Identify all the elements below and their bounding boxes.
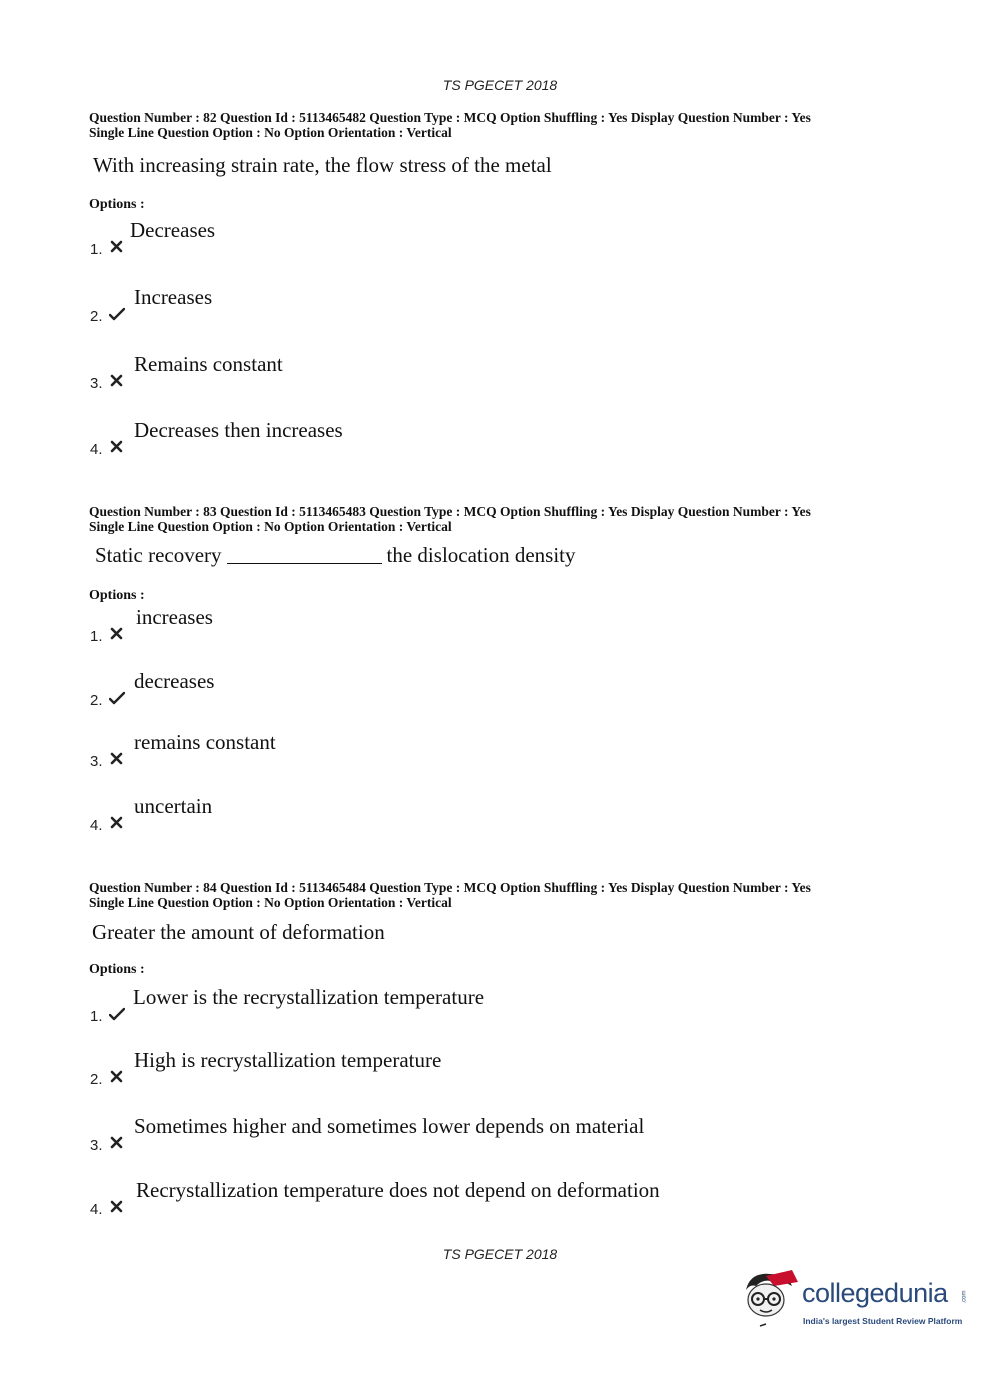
cross-icon: [109, 627, 125, 641]
logo-wordmark: collegedunia: [802, 1278, 948, 1308]
check-icon: [109, 691, 125, 705]
question-text: [95, 543, 576, 568]
option-number: 3.: [90, 1137, 103, 1154]
option-number: 1.: [90, 628, 103, 645]
option-text: Decreases then increases: [134, 418, 343, 442]
cross-icon: [109, 816, 125, 830]
option-number: 4.: [90, 817, 103, 834]
option-2: [89, 669, 889, 709]
cross-icon: [109, 1136, 125, 1150]
option-number: 2.: [90, 1071, 103, 1088]
option-1: [89, 605, 889, 645]
cross-icon: [109, 374, 125, 388]
option-text: Sometimes higher and sometimes lower depends on material: [134, 1114, 645, 1138]
page-footer: TS PGECET 2018: [442, 1246, 558, 1262]
cross-icon: [109, 240, 125, 254]
mascot-icon: [740, 1268, 800, 1338]
meta-line-2: Single Line Question Option : No Option Orientation : Vertical: [89, 895, 452, 910]
option-number: 3.: [90, 753, 103, 770]
logo-suffix: .com: [961, 1290, 968, 1304]
option-number: 3.: [90, 375, 103, 392]
option-3: [89, 1114, 889, 1154]
option-number: 2.: [90, 692, 103, 709]
option-text: decreases: [134, 669, 215, 693]
fill-blank-line: [227, 563, 382, 564]
cross-icon: [109, 440, 125, 454]
cross-icon: [109, 1200, 125, 1214]
option-text: uncertain: [134, 794, 213, 818]
cross-icon: [109, 1070, 125, 1084]
check-icon: [109, 307, 125, 321]
option-4: [89, 794, 889, 834]
page-header: TS PGECET 2018: [442, 77, 558, 93]
option-number: 1.: [90, 241, 103, 258]
option-text: Lower is the recrystallization temperature: [133, 985, 485, 1009]
options-label: Options :: [89, 962, 145, 977]
question-meta: [89, 110, 909, 140]
option-text: increases: [136, 605, 213, 629]
question-text: Greater the amount of deformation: [92, 920, 385, 944]
question-meta: [89, 504, 909, 534]
meta-line-2: Single Line Question Option : No Option Orientation : Vertical: [89, 125, 452, 140]
option-4: [89, 1178, 889, 1218]
question-meta: [89, 880, 909, 910]
logo-tagline: India's largest Student Review Platform: [803, 1316, 963, 1326]
question-83: [89, 504, 909, 834]
option-1: [89, 985, 889, 1025]
question-text: With increasing strain rate, the flow stress of the metal: [93, 153, 552, 177]
question-82: [89, 110, 909, 460]
option-text: High is recrystallization temperature: [134, 1048, 442, 1072]
meta-line-1: Question Number : 82 Question Id : 5113465482 Question Type : MCQ Option Shuffling : Yes Display Question Number : Yes: [89, 110, 811, 125]
meta-line-1: Question Number : 84 Question Id : 5113465484 Question Type : MCQ Option Shuffling : Yes Display Question Number : Yes: [89, 880, 811, 895]
option-number: 4.: [90, 441, 103, 458]
option-2: [89, 1048, 889, 1088]
option-3: [89, 730, 889, 770]
options-label: Options :: [89, 197, 145, 212]
meta-line-1: Question Number : 83 Question Id : 5113465483 Question Type : MCQ Option Shuffling : Yes Display Question Number : Yes: [89, 504, 811, 519]
option-number: 1.: [90, 1008, 103, 1025]
options-label: Options :: [89, 588, 145, 603]
option-number: 4.: [90, 1201, 103, 1218]
question-text-before: Static recovery: [95, 543, 222, 567]
question-text-after: the dislocation density: [386, 543, 576, 567]
option-text: Decreases: [130, 218, 216, 242]
question-84: [89, 880, 909, 1220]
collegedunia-logo: [740, 1268, 970, 1340]
check-icon: [109, 1007, 125, 1021]
option-text: Recrystallization temperature does not depend on deformation: [136, 1178, 660, 1202]
option-number: 2.: [90, 308, 103, 325]
meta-line-2: Single Line Question Option : No Option Orientation : Vertical: [89, 519, 452, 534]
option-text: remains constant: [134, 730, 276, 754]
option-text: Remains constant: [134, 352, 283, 376]
option-3: [89, 352, 889, 392]
option-text: Increases: [134, 285, 213, 309]
option-4: [89, 418, 889, 458]
option-1: [89, 218, 889, 258]
option-2: [89, 285, 889, 325]
cross-icon: [109, 752, 125, 766]
